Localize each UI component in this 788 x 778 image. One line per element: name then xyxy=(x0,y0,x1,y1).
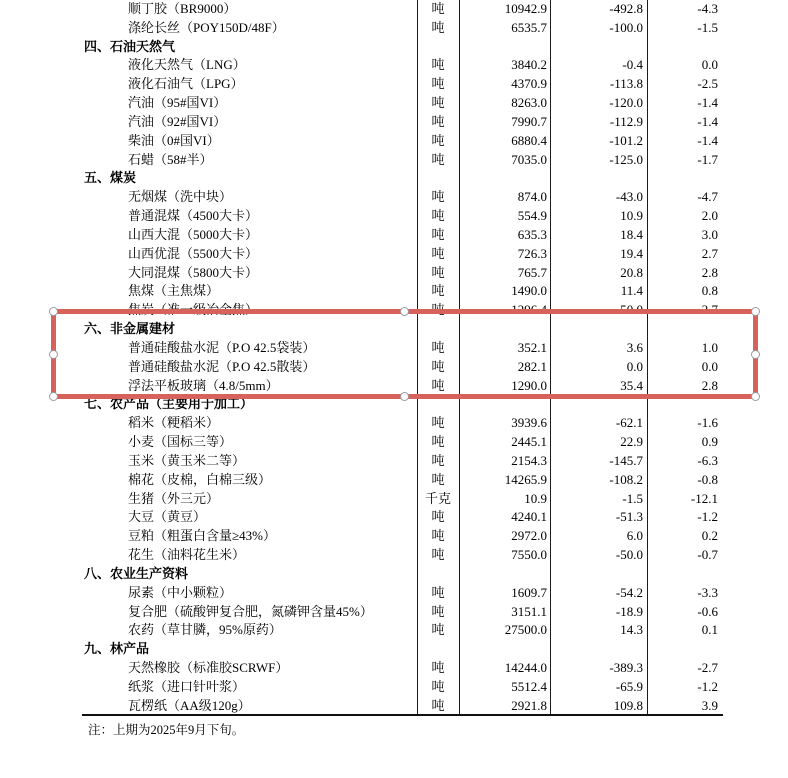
pct-cell xyxy=(647,640,723,659)
product-name: 玉米（黄玉米二等） xyxy=(128,452,246,468)
pct-cell: -1.4 xyxy=(697,113,718,129)
change-cell: -101.2 xyxy=(609,132,643,148)
unit-cell xyxy=(417,169,459,188)
change-cell: 18.4 xyxy=(620,226,643,242)
unit-cell: 吨 xyxy=(431,377,445,393)
pct-cell: -4.3 xyxy=(697,1,718,16)
product-name: 液化石油气（LPG） xyxy=(128,76,244,92)
pct-cell: -1.4 xyxy=(697,132,718,148)
pct-cell: -2.5 xyxy=(697,76,718,92)
resize-handle-top-center[interactable] xyxy=(400,307,409,316)
unit-cell: 吨 xyxy=(431,189,445,205)
table-row xyxy=(0,546,788,565)
change-cell: -65.9 xyxy=(615,678,643,694)
product-name: 六、非金属建材 xyxy=(84,321,176,337)
price-cell: 7550.0 xyxy=(511,547,547,563)
product-name: 棉花（皮棉，白棉三级） xyxy=(128,471,272,487)
resize-handle-bottom-left[interactable] xyxy=(49,392,58,401)
price-cell: 635.3 xyxy=(517,226,547,242)
product-name: 尿素（中小颗粒） xyxy=(128,584,233,600)
change-cell xyxy=(550,640,647,659)
unit-cell: 吨 xyxy=(431,113,445,129)
change-cell: -112.9 xyxy=(609,113,643,129)
product-name: 汽油（95#国VI） xyxy=(128,95,227,111)
unit-cell: 吨 xyxy=(431,509,445,525)
unit-cell: 吨 xyxy=(431,1,445,16)
unit-cell: 吨 xyxy=(431,57,445,73)
product-name: 小麦（国标三等） xyxy=(128,434,233,450)
table-row xyxy=(0,75,788,94)
unit-cell: 吨 xyxy=(431,95,445,111)
table-row xyxy=(0,56,788,75)
change-cell: 35.4 xyxy=(620,377,643,393)
product-name: 普通硅酸盐水泥（P.O 42.5袋装） xyxy=(128,339,316,355)
change-cell: -145.7 xyxy=(609,452,643,468)
resize-handle-top-left[interactable] xyxy=(49,307,58,316)
price-cell xyxy=(459,169,550,188)
product-name: 大豆（黄豆） xyxy=(128,509,207,525)
change-cell: 20.8 xyxy=(620,264,643,280)
product-name: 焦煤（主焦煤） xyxy=(128,283,220,299)
pct-cell: -0.7 xyxy=(697,547,718,563)
price-cell: 27500.0 xyxy=(504,622,547,638)
pct-cell: 3.0 xyxy=(701,226,718,242)
product-name: 四、石油天然气 xyxy=(84,38,176,54)
price-cell: 3151.1 xyxy=(511,603,547,619)
product-name: 生猪（外三元） xyxy=(128,490,220,506)
table-row xyxy=(0,697,788,716)
unit-cell: 吨 xyxy=(431,151,445,167)
change-cell: -108.2 xyxy=(609,471,643,487)
change-cell: -51.3 xyxy=(615,509,643,525)
table-row xyxy=(0,282,788,301)
product-name: 花生（油料花生米） xyxy=(128,547,246,563)
resize-handle-top-right[interactable] xyxy=(751,307,760,316)
unit-cell: 吨 xyxy=(431,208,445,224)
change-cell: 0.0 xyxy=(626,358,643,374)
change-cell: 3.6 xyxy=(626,339,643,355)
product-name: 山西优混（5500大卡） xyxy=(128,245,259,261)
price-cell: 5512.4 xyxy=(511,678,547,694)
unit-cell: 吨 xyxy=(431,283,445,299)
change-cell: -18.9 xyxy=(615,603,643,619)
price-cell xyxy=(459,565,550,584)
table-row xyxy=(0,188,788,207)
price-cell: 2445.1 xyxy=(511,434,547,450)
table-row xyxy=(0,508,788,527)
product-name: 稻米（粳稻米） xyxy=(128,415,220,431)
product-name: 汽油（92#国VI） xyxy=(128,113,227,129)
table-row xyxy=(0,38,788,57)
table-row xyxy=(0,584,788,603)
unit-cell xyxy=(417,38,459,57)
table-bottom-border xyxy=(82,714,723,716)
table-row xyxy=(0,490,788,509)
pct-cell: -3.3 xyxy=(697,584,718,600)
product-name: 瓦楞纸（AA级120g） xyxy=(128,697,251,713)
resize-handle-middle-left[interactable] xyxy=(49,350,58,359)
product-name: 农药（草甘膦，95%原药） xyxy=(128,622,282,638)
price-cell: 8263.0 xyxy=(511,95,547,111)
table-row xyxy=(0,414,788,433)
product-name: 复合肥（硫酸钾复合肥，氮磷钾含量45%） xyxy=(128,603,373,619)
table-row xyxy=(0,207,788,226)
pct-cell xyxy=(647,565,723,584)
unit-cell: 吨 xyxy=(431,603,445,619)
price-cell: 1290.0 xyxy=(511,377,547,393)
pct-cell: -1.6 xyxy=(697,415,718,431)
pct-cell: 3.9 xyxy=(701,697,718,713)
change-cell: -43.0 xyxy=(615,189,643,205)
change-cell: -100.0 xyxy=(609,19,643,35)
unit-cell: 吨 xyxy=(431,622,445,638)
price-cell: 765.7 xyxy=(517,264,547,280)
pct-cell: 1.0 xyxy=(701,339,718,355)
unit-cell: 吨 xyxy=(431,245,445,261)
unit-cell: 吨 xyxy=(431,584,445,600)
change-cell: -1.5 xyxy=(622,490,643,506)
product-name: 九、林产品 xyxy=(84,641,150,657)
table-row xyxy=(0,678,788,697)
product-name: 焦炭（准一级冶金焦） xyxy=(128,302,259,318)
product-name: 八、农业生产资料 xyxy=(84,565,189,581)
price-cell: 352.1 xyxy=(517,339,547,355)
change-cell xyxy=(550,38,647,57)
price-cell: 14265.9 xyxy=(504,471,547,487)
unit-cell: 吨 xyxy=(431,339,445,355)
table-row xyxy=(0,603,788,622)
price-cell: 554.9 xyxy=(517,208,547,224)
pct-cell xyxy=(647,169,723,188)
price-cell: 726.3 xyxy=(517,245,547,261)
unit-cell xyxy=(417,565,459,584)
unit-cell: 吨 xyxy=(431,19,445,35)
change-cell: -50.0 xyxy=(615,547,643,563)
table-row xyxy=(0,452,788,471)
product-name: 顺丁胶（BR9000） xyxy=(128,1,237,16)
product-name: 七、农产品（主要用于加工） xyxy=(84,396,254,412)
price-cell: 2921.8 xyxy=(511,697,547,713)
table-row xyxy=(0,245,788,264)
table-row xyxy=(0,621,788,640)
price-cell xyxy=(459,640,550,659)
price-cell: 7035.0 xyxy=(511,151,547,167)
pct-cell: 2.0 xyxy=(701,208,718,224)
pct-cell: -0.6 xyxy=(697,603,718,619)
change-cell: 109.8 xyxy=(613,697,643,713)
unit-cell: 千克 xyxy=(424,490,451,506)
price-cell: 2972.0 xyxy=(511,528,547,544)
unit-cell: 吨 xyxy=(431,697,445,713)
resize-handle-middle-right[interactable] xyxy=(751,350,760,359)
price-cell: 7990.7 xyxy=(511,113,547,129)
product-name: 山西大混（5000大卡） xyxy=(128,226,259,242)
table-row xyxy=(0,565,788,584)
price-cell: 1609.7 xyxy=(511,584,547,600)
change-cell: -125.0 xyxy=(609,151,643,167)
table-row xyxy=(0,226,788,245)
change-cell xyxy=(550,169,647,188)
table-row xyxy=(0,0,788,19)
product-name: 涤纶长丝（POY150D/48F） xyxy=(128,19,285,35)
price-cell: 4370.9 xyxy=(511,76,547,92)
pct-cell: -1.4 xyxy=(697,95,718,111)
product-name: 普通混煤（4500大卡） xyxy=(128,208,259,224)
unit-cell: 吨 xyxy=(431,132,445,148)
unit-cell xyxy=(417,640,459,659)
change-cell: 50.0 xyxy=(620,302,643,318)
change-cell: 10.9 xyxy=(620,208,643,224)
pct-cell: 0.8 xyxy=(701,283,718,299)
unit-cell: 吨 xyxy=(431,659,445,675)
change-cell: -62.1 xyxy=(615,415,643,431)
pct-cell: 2.7 xyxy=(701,245,718,261)
unit-cell: 吨 xyxy=(431,415,445,431)
price-cell: 6535.7 xyxy=(511,19,547,35)
table-row xyxy=(0,169,788,188)
table-row xyxy=(0,151,788,170)
unit-cell: 吨 xyxy=(431,547,445,563)
price-cell: 6880.4 xyxy=(511,132,547,148)
pct-cell: 2.7 xyxy=(701,302,718,318)
pct-cell: 0.9 xyxy=(701,434,718,450)
price-cell: 4240.1 xyxy=(511,509,547,525)
unit-cell: 吨 xyxy=(431,226,445,242)
pct-cell: 2.8 xyxy=(701,377,718,393)
change-cell: 19.4 xyxy=(620,245,643,261)
product-name: 柴油（0#国VI） xyxy=(128,132,220,148)
change-cell xyxy=(550,565,647,584)
pct-cell: -4.7 xyxy=(697,189,718,205)
change-cell: -54.2 xyxy=(615,584,643,600)
price-cell: 1296.4 xyxy=(511,302,547,318)
product-name: 豆粕（粗蛋白含量≥43%） xyxy=(128,528,276,544)
unit-cell: 吨 xyxy=(431,678,445,694)
table-row xyxy=(0,264,788,283)
pct-cell: -1.2 xyxy=(697,509,718,525)
pct-cell: -1.2 xyxy=(697,678,718,694)
pct-cell: 2.8 xyxy=(701,264,718,280)
product-name: 石蜡（58#半） xyxy=(128,151,213,167)
price-cell: 2154.3 xyxy=(511,452,547,468)
change-cell: 6.0 xyxy=(626,528,643,544)
footnote: 注：上期为2025年9月下旬。 xyxy=(88,723,245,737)
table-row xyxy=(0,132,788,151)
pct-cell: 0.0 xyxy=(701,358,718,374)
table-row xyxy=(0,19,788,38)
change-cell: -120.0 xyxy=(609,95,643,111)
product-name: 普通硅酸盐水泥（P.O 42.5散装） xyxy=(128,358,316,374)
table-row xyxy=(0,94,788,113)
product-name: 大同混煤（5800大卡） xyxy=(128,264,259,280)
pct-cell: -1.7 xyxy=(697,151,718,167)
change-cell: -492.8 xyxy=(609,1,643,16)
product-name: 液化天然气（LNG） xyxy=(128,57,246,73)
change-cell: 14.3 xyxy=(620,622,643,638)
price-cell: 3840.2 xyxy=(511,57,547,73)
price-cell xyxy=(459,38,550,57)
price-cell: 10.9 xyxy=(524,490,547,506)
change-cell: -113.8 xyxy=(609,76,643,92)
unit-cell: 吨 xyxy=(431,358,445,374)
pct-cell: -1.5 xyxy=(697,19,718,35)
change-cell: 22.9 xyxy=(620,434,643,450)
table-row xyxy=(0,640,788,659)
unit-cell: 吨 xyxy=(431,434,445,450)
pct-cell: 0.2 xyxy=(701,528,718,544)
table-row xyxy=(0,471,788,490)
pct-cell: -0.8 xyxy=(697,471,718,487)
table-row xyxy=(0,659,788,678)
product-name: 浮法平板玻璃（4.8/5mm） xyxy=(128,377,279,393)
price-cell: 3939.6 xyxy=(511,415,547,431)
change-cell: -389.3 xyxy=(609,659,643,675)
table-row xyxy=(0,113,788,132)
product-name: 五、煤炭 xyxy=(84,170,137,186)
pct-cell: -6.3 xyxy=(697,452,718,468)
resize-handle-bottom-center[interactable] xyxy=(400,392,409,401)
pct-cell xyxy=(647,38,723,57)
unit-cell: 吨 xyxy=(431,76,445,92)
pct-cell: 0.0 xyxy=(701,57,718,73)
pct-cell: 0.1 xyxy=(701,622,718,638)
unit-cell: 吨 xyxy=(431,471,445,487)
unit-cell: 吨 xyxy=(431,302,445,318)
unit-cell: 吨 xyxy=(431,528,445,544)
price-cell: 10942.9 xyxy=(504,1,547,16)
price-cell: 874.0 xyxy=(517,189,547,205)
product-name: 纸浆（进口针叶浆） xyxy=(128,678,246,694)
change-cell: -0.4 xyxy=(622,57,643,73)
product-name: 无烟煤（洗中块） xyxy=(128,189,233,205)
price-cell: 1490.0 xyxy=(511,283,547,299)
unit-cell: 吨 xyxy=(431,452,445,468)
product-name: 天然橡胶（标准胶SCRWF） xyxy=(128,659,289,675)
table-row xyxy=(0,527,788,546)
annotation-highlight-box[interactable] xyxy=(51,309,758,399)
unit-cell: 吨 xyxy=(431,264,445,280)
change-cell: 11.4 xyxy=(620,283,643,299)
resize-handle-bottom-right[interactable] xyxy=(751,392,760,401)
annotation-frame[interactable] xyxy=(51,309,758,399)
pct-cell: -12.1 xyxy=(690,490,718,506)
price-cell: 14244.0 xyxy=(504,659,547,675)
table-row xyxy=(0,433,788,452)
pct-cell: -2.7 xyxy=(697,659,718,675)
price-cell: 282.1 xyxy=(517,358,547,374)
